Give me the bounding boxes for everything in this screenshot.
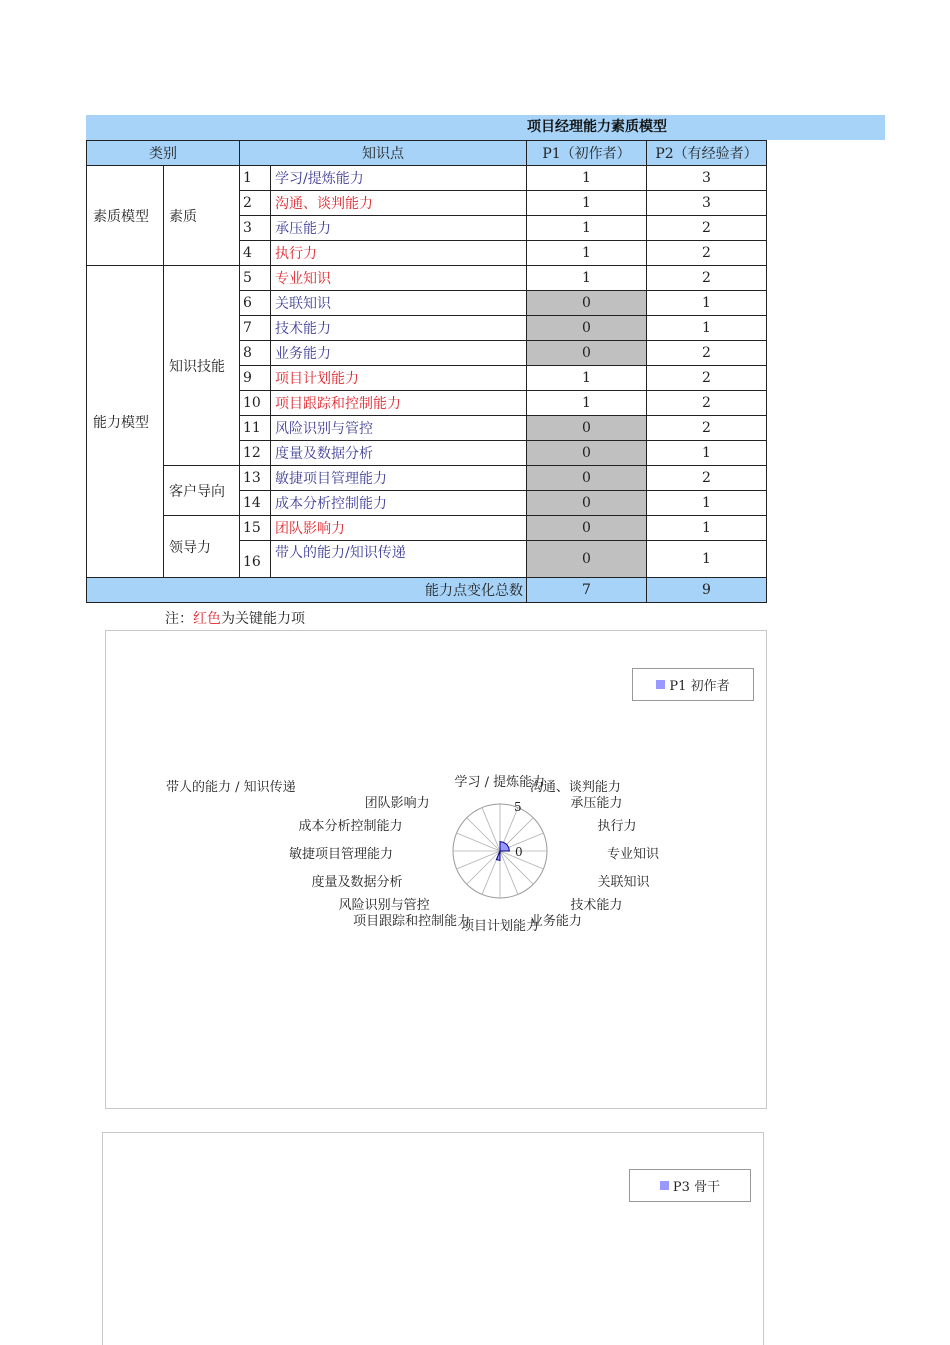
row-label: 专业知识 <box>271 266 527 291</box>
row-number: 16 <box>240 541 271 578</box>
radar-svg <box>106 631 766 1108</box>
row-p1: 1 <box>527 391 647 416</box>
row-p2: 1 <box>647 516 767 541</box>
row-p2: 2 <box>647 341 767 366</box>
row-number: 6 <box>240 291 271 316</box>
row-label: 承压能力 <box>271 216 527 241</box>
row-number: 13 <box>240 466 271 491</box>
row-label: 沟通、谈判能力 <box>271 191 527 216</box>
table-row <box>87 266 767 291</box>
radar-axis-label: 关联知识 <box>597 874 650 890</box>
row-number: 7 <box>240 316 271 341</box>
row-p1: 0 <box>527 516 647 541</box>
row-p1: 0 <box>527 341 647 366</box>
legend-label: P1 初作者 <box>669 679 730 694</box>
row-p2: 1 <box>647 541 767 578</box>
row-p2: 2 <box>647 366 767 391</box>
row-p2: 2 <box>647 416 767 441</box>
table-row <box>87 166 767 191</box>
row-p2: 2 <box>647 266 767 291</box>
row-p1: 1 <box>527 266 647 291</box>
header-p2: P2（有经验者） <box>647 141 767 166</box>
header-knowledge-point: 知识点 <box>240 141 527 166</box>
radar-axis-label: 成本分析控制能力 <box>298 819 403 835</box>
row-p1: 0 <box>527 316 647 341</box>
note-suffix: 为关键能力项 <box>221 611 305 627</box>
radar-axis-label: 业务能力 <box>529 913 582 929</box>
row-number: 15 <box>240 516 271 541</box>
row-label: 项目计划能力 <box>271 366 527 391</box>
row-label: 项目跟踪和控制能力 <box>271 391 527 416</box>
radar-axis-label: 项目计划能力 <box>461 919 540 934</box>
footnote <box>165 608 305 628</box>
radar-tick-label: 5 <box>514 800 522 814</box>
header-p1: P1（初作者） <box>527 141 647 166</box>
row-p2: 3 <box>647 191 767 216</box>
chart-legend <box>629 1169 751 1202</box>
total-p2: 9 <box>647 578 767 603</box>
row-p1: 0 <box>527 541 647 578</box>
row-number: 12 <box>240 441 271 466</box>
row-p1: 1 <box>527 166 647 191</box>
row-number: 10 <box>240 391 271 416</box>
competency-table <box>86 140 767 603</box>
legend-label: P3 骨干 <box>672 1180 721 1195</box>
radar-chart-p1 <box>105 630 767 1109</box>
row-label: 业务能力 <box>271 341 527 366</box>
radar-axis-label: 学习 / 提炼能力 <box>454 775 546 790</box>
row-number: 5 <box>240 266 271 291</box>
note-prefix: 注： <box>165 611 193 627</box>
row-p1: 1 <box>527 191 647 216</box>
row-p2: 2 <box>647 241 767 266</box>
row-p2: 1 <box>647 441 767 466</box>
header-category: 类别 <box>87 141 240 166</box>
row-p2: 3 <box>647 166 767 191</box>
total-p1: 7 <box>527 578 647 603</box>
radar-axis-label: 风险识别与管控 <box>338 897 430 913</box>
row-p1: 0 <box>527 416 647 441</box>
row-label: 成本分析控制能力 <box>271 491 527 516</box>
row-p2: 2 <box>647 391 767 416</box>
row-number: 3 <box>240 216 271 241</box>
row-number: 2 <box>240 191 271 216</box>
radar-spoke <box>467 818 500 851</box>
radar-axis-label: 团队影响力 <box>364 796 430 812</box>
row-p1: 1 <box>527 366 647 391</box>
group-leadership: 领导力 <box>164 516 240 578</box>
radar-axis-label: 敏捷项目管理能力 <box>289 847 394 862</box>
radar-axis-label: 项目跟踪和控制能力 <box>353 913 471 929</box>
row-p2: 2 <box>647 216 767 241</box>
group-customer: 客户导向 <box>164 466 240 516</box>
radar-axis-label: 专业知识 <box>607 847 660 862</box>
radar-axis-label: 承压能力 <box>570 796 623 812</box>
row-number: 4 <box>240 241 271 266</box>
total-row <box>87 578 767 603</box>
row-p2: 1 <box>647 291 767 316</box>
group-quality-model: 素质模型 <box>87 166 164 266</box>
row-number: 14 <box>240 491 271 516</box>
table-header <box>87 141 767 166</box>
page-title: 项目经理能力素质模型 <box>527 119 667 135</box>
radar-axis-label: 度量及数据分析 <box>311 874 403 890</box>
row-label: 敏捷项目管理能力 <box>271 466 527 491</box>
row-number: 9 <box>240 366 271 391</box>
radar-axis-label: 执行力 <box>597 819 637 835</box>
row-p1: 0 <box>527 491 647 516</box>
row-label: 团队影响力 <box>271 516 527 541</box>
group-quality: 素质 <box>164 166 240 266</box>
row-p2: 1 <box>647 316 767 341</box>
row-p1: 0 <box>527 291 647 316</box>
row-p1: 1 <box>527 216 647 241</box>
row-label: 学习/提炼能力 <box>271 166 527 191</box>
row-number: 1 <box>240 166 271 191</box>
radar-axis-label: 带人的能力 / 知识传递 <box>166 780 296 796</box>
radar-tick-label: 0 <box>515 845 523 859</box>
title-bar <box>86 115 885 140</box>
row-label: 带人的能力/知识传递 <box>271 541 527 578</box>
group-knowledge-skills: 知识技能 <box>164 266 240 466</box>
radar-axis-label: 技术能力 <box>570 897 623 913</box>
row-p2: 2 <box>647 466 767 491</box>
note-red-word: 红色 <box>193 611 221 627</box>
row-p2: 1 <box>647 491 767 516</box>
row-p1: 1 <box>527 241 647 266</box>
radar-spoke <box>467 851 500 884</box>
row-p1: 0 <box>527 441 647 466</box>
table-row <box>87 466 767 491</box>
radar-chart-p3 <box>102 1132 764 1345</box>
row-label: 技术能力 <box>271 316 527 341</box>
row-number: 8 <box>240 341 271 366</box>
row-label: 关联知识 <box>271 291 527 316</box>
row-label: 风险识别与管控 <box>271 416 527 441</box>
row-p1: 0 <box>527 466 647 491</box>
radar-axis-label: 沟通、谈判能力 <box>529 780 621 796</box>
total-label: 能力点变化总数 <box>87 578 527 603</box>
row-label: 执行力 <box>271 241 527 266</box>
table-row <box>87 516 767 541</box>
row-number: 11 <box>240 416 271 441</box>
row-label: 度量及数据分析 <box>271 441 527 466</box>
legend-swatch <box>660 1181 669 1190</box>
group-ability-model: 能力模型 <box>87 266 164 578</box>
